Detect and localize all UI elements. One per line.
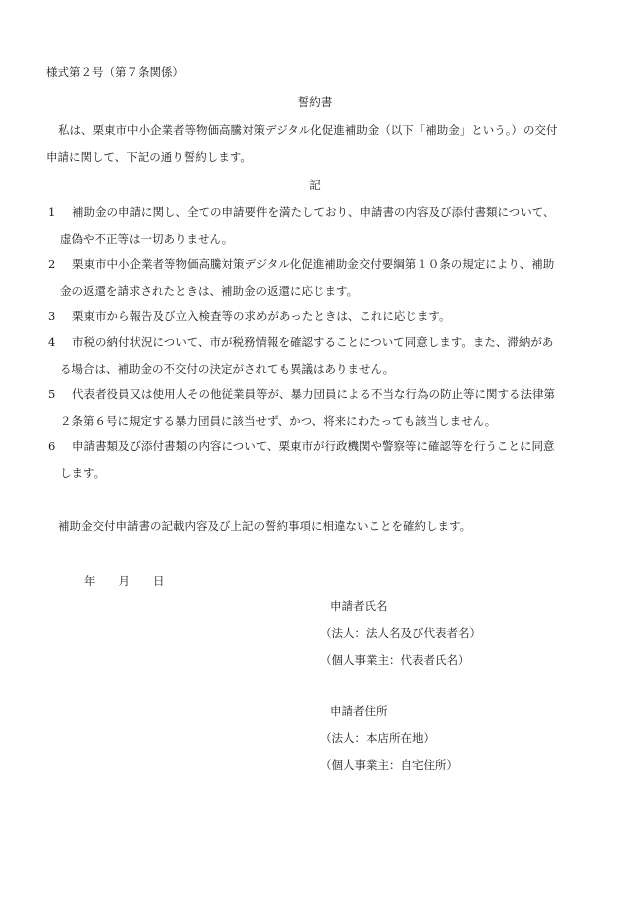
item-line-1: 市税の納付状況について、市が税務情報を確認することについて同意します。また、滞納があ: [72, 335, 554, 349]
item-line-1: 申請書類及び添付書類の内容について、栗東市が行政機関や警察等に確認等を行うことに同意: [72, 439, 555, 453]
item-line-1: 栗東市中小企業者等物価高騰対策デジタル化促進補助金交付要綱第１０条の規定により、補助: [72, 257, 555, 271]
date-line: 年 月 日: [84, 574, 165, 588]
item-line-1: 補助金の申請に関し、全ての申請要件を満たしており、申請書の内容及び添付書類について、: [72, 205, 555, 219]
item-line-2: る場合は、補助金の不交付の決定がされても異議はありません。: [60, 362, 395, 376]
item-line-1: 栗東市から報告及び立入検査等の求めがあったときは、これに応じます。: [72, 309, 451, 323]
item-line-2: ２条第６号に規定する暴力団員に該当せず、かつ、将来にわたっても該当しません。: [60, 414, 497, 428]
item-line-2: 虚偽や不正等は一切ありません。: [60, 232, 234, 246]
item-number: 3: [48, 309, 56, 323]
applicant-address-corporation: （法人：本店所在地）: [320, 731, 435, 745]
document-title: 誓約書: [297, 95, 333, 109]
item-number: 1: [48, 205, 56, 219]
form-number: 様式第２号（第７条関係）: [46, 65, 184, 79]
applicant-name-corporation: （法人：法人名及び代表者名）: [320, 626, 481, 640]
item-line-2: します。: [60, 466, 106, 480]
item-number: 4: [48, 335, 56, 349]
item-number: 2: [48, 257, 56, 271]
item-line-1: 代表者役員又は使用人その他従業員等が、暴力団員による不当な行為の防止等に関する法律第: [72, 387, 555, 401]
applicant-address-sole-proprietor: （個人事業主：自宅住所）: [320, 758, 458, 772]
item-number: 5: [48, 387, 56, 401]
applicant-address-label: 申請者住所: [330, 704, 388, 718]
intro-line-1: 私は、栗東市中小企業者等物価高騰対策デジタル化促進補助金（以下「補助金」という。）の交付: [58, 123, 558, 137]
intro-line-2: 申請に関して、下記の通り誓約します。: [46, 150, 252, 164]
applicant-name-label: 申請者氏名: [330, 599, 388, 613]
confirmation-statement: 補助金交付申請書の記載内容及び上記の誓約事項に相違ないことを確約します。: [58, 519, 472, 533]
ki-heading: 記: [309, 178, 321, 192]
applicant-name-sole-proprietor: （個人事業主：代表者氏名）: [320, 653, 470, 667]
item-number: 6: [48, 439, 56, 453]
item-line-2: 金の返還を請求されたときは、補助金の返還に応じます。: [60, 284, 359, 298]
